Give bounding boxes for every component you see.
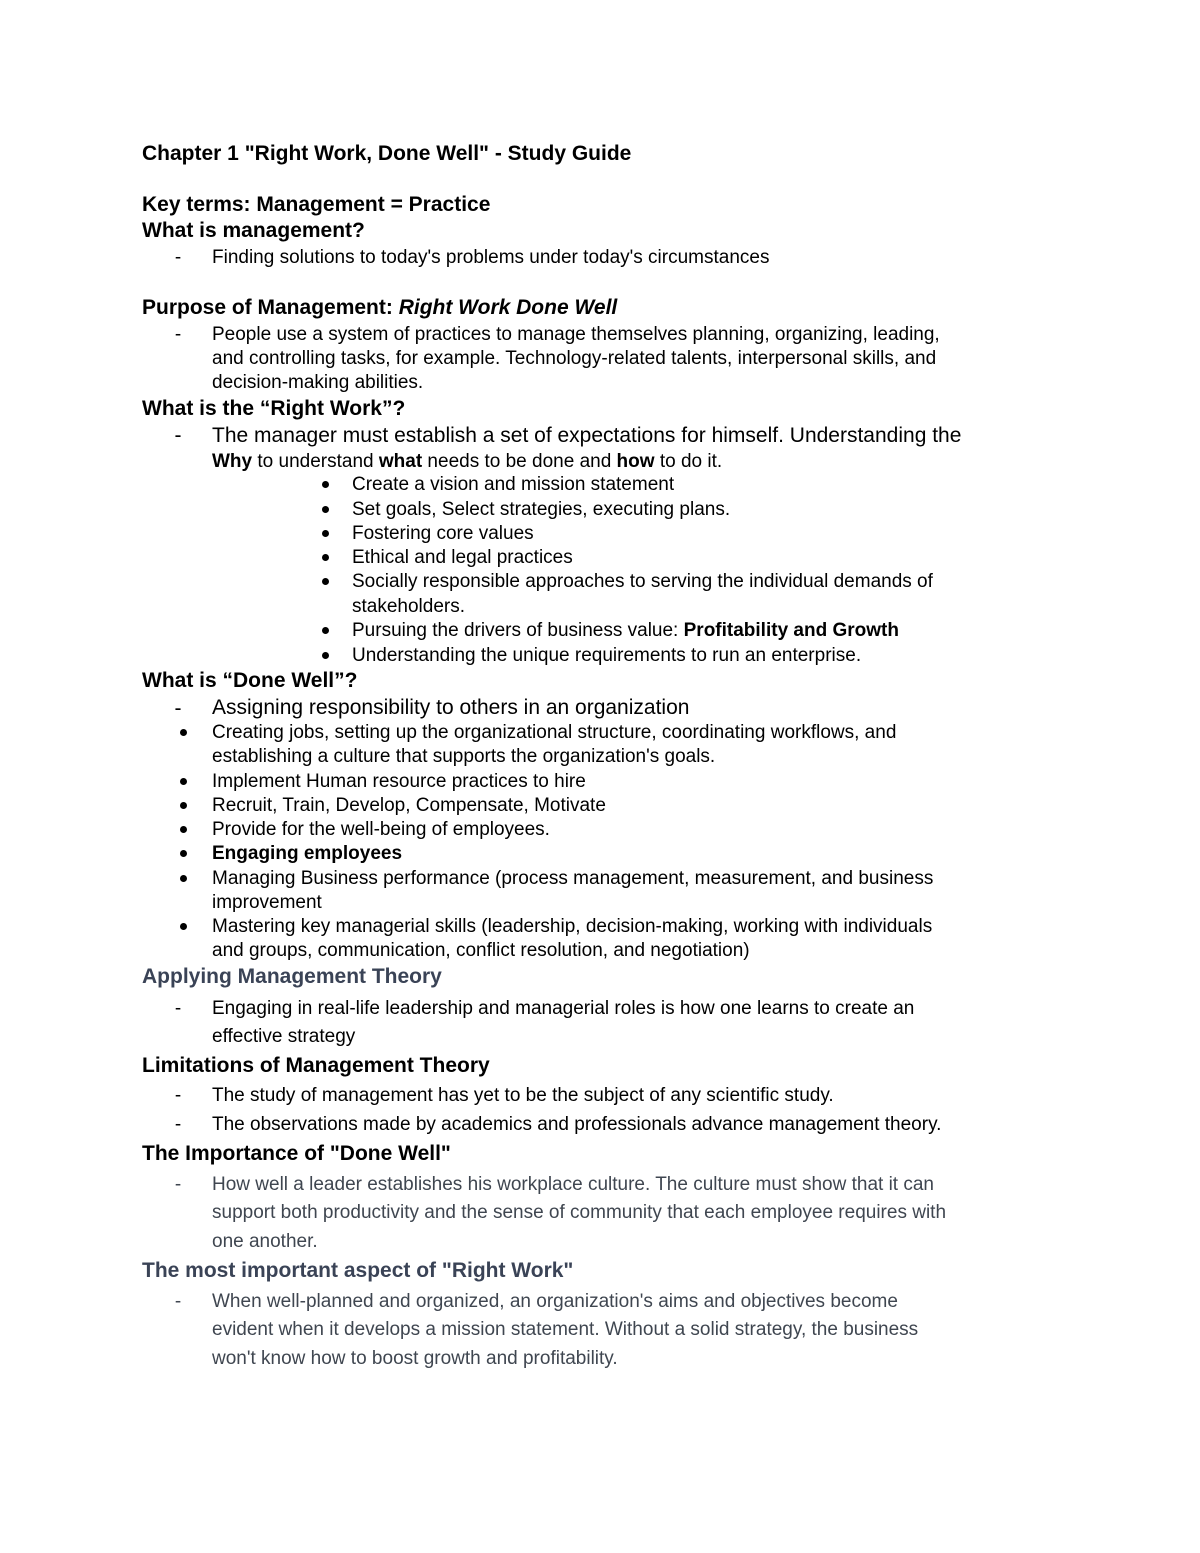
- list-item-continuation: decision-making abilities.: [212, 372, 424, 393]
- list-item: - When well-planned and organized, an organization's aims and objectives become: [142, 1287, 898, 1316]
- most-important-heading: The most important aspect of "Right Work": [142, 1259, 574, 1282]
- bullet-item: Implement Human resource practices to hire: [142, 770, 586, 794]
- bullet-item: Socially responsible approaches to serving the individual demands of: [282, 570, 933, 594]
- bullet-item: Mastering key managerial skills (leadership, decision-making, working with individuals: [142, 915, 932, 939]
- bullet-item: Engaging employees: [142, 842, 402, 866]
- dash-marker: -: [174, 324, 182, 345]
- bullet-item-continuation: and groups, communication, conflict resolution, and negotiation): [212, 940, 750, 961]
- limitations-heading: Limitations of Management Theory: [142, 1054, 490, 1077]
- bullet-marker: [180, 826, 187, 833]
- list-item: - People use a system of practices to manage themselves planning, organizing, leading,: [142, 323, 940, 347]
- bullet-marker: [180, 850, 187, 857]
- bullet-marker: [180, 875, 187, 882]
- bullet-marker: [322, 481, 329, 488]
- dash-marker: -: [174, 1085, 182, 1106]
- bullet-marker: [322, 530, 329, 537]
- list-item-continuation: Why to understand what needs to be done and how to do it.: [212, 451, 723, 472]
- document-title: Chapter 1 "Right Work, Done Well" - Study Guide: [142, 142, 632, 165]
- bullet-marker: [180, 923, 187, 930]
- bullet-item: Set goals, Select strategies, executing plans.: [282, 498, 730, 522]
- bullet-item-continuation: improvement: [212, 892, 322, 913]
- bullet-item-continuation: stakeholders.: [352, 596, 466, 617]
- dash-marker: -: [174, 1114, 182, 1135]
- bullet-marker: [322, 506, 329, 513]
- list-item-continuation: evident when it develops a mission statement. Without a solid strategy, the business: [212, 1319, 919, 1340]
- bullet-item: Provide for the well-being of employees.: [142, 818, 550, 842]
- list-item-continuation: one another.: [212, 1231, 318, 1252]
- dash-marker: -: [174, 697, 182, 720]
- bullet-item: Creating jobs, setting up the organizational structure, coordinating workflows, and: [142, 721, 896, 745]
- list-item-continuation: won't know how to boost growth and profitability.: [212, 1348, 618, 1369]
- applying-heading: Applying Management Theory: [142, 965, 442, 988]
- bullet-item: Ethical and legal practices: [282, 546, 573, 570]
- done-well-heading: What is “Done Well”?: [142, 669, 358, 692]
- dash-marker: -: [174, 1174, 182, 1195]
- list-item-continuation: effective strategy: [212, 1026, 356, 1047]
- bullet-item: Recruit, Train, Develop, Compensate, Motivate: [142, 794, 606, 818]
- list-item: - The study of management has yet to be the subject of any scientific study.: [142, 1081, 834, 1110]
- list-item-continuation: and controlling tasks, for example. Technology-related talents, interpersonal skills, and: [212, 348, 937, 369]
- importance-heading: The Importance of "Done Well": [142, 1142, 451, 1165]
- list-item: - How well a leader establishes his workplace culture. The culture must show that it can: [142, 1170, 934, 1199]
- bullet-marker: [180, 802, 187, 809]
- bullet-marker: [322, 554, 329, 561]
- list-item-continuation: support both productivity and the sense of community that each employee requires with: [212, 1202, 947, 1223]
- key-terms-heading: Key terms: Management = Practice: [142, 193, 491, 216]
- bullet-item: Managing Business performance (process management, measurement, and business: [142, 867, 933, 891]
- list-item: - Finding solutions to today's problems under today's circumstances: [142, 246, 769, 270]
- what-is-management-heading: What is management?: [142, 219, 365, 242]
- bullet-marker: [322, 627, 329, 634]
- bullet-marker: [322, 652, 329, 659]
- bullet-item: Pursuing the drivers of business value: Profitability and Growth: [282, 619, 899, 643]
- bullet-marker: [180, 729, 187, 736]
- list-item: - Assigning responsibility to others in an organization: [142, 695, 689, 721]
- list-item: - The observations made by academics and professionals advance management theory.: [142, 1110, 941, 1139]
- list-item: - The manager must establish a set of expectations for himself. Understanding the: [142, 424, 961, 449]
- bullet-item-continuation: establishing a culture that supports the organization's goals.: [212, 746, 716, 767]
- bullet-item: Understanding the unique requirements to run an enterprise.: [282, 644, 861, 668]
- purpose-heading: Purpose of Management: Right Work Done Well: [142, 296, 618, 319]
- bullet-marker: [322, 578, 329, 585]
- bullet-marker: [180, 778, 187, 785]
- bullet-item: Fostering core values: [282, 522, 534, 546]
- dash-marker: -: [174, 247, 182, 268]
- dash-marker: -: [174, 1291, 182, 1312]
- bullet-item: Create a vision and mission statement: [282, 473, 674, 497]
- right-work-heading: What is the “Right Work”?: [142, 397, 406, 420]
- dash-marker: -: [174, 998, 182, 1019]
- list-item: - Engaging in real-life leadership and managerial roles is how one learns to create an: [142, 994, 914, 1023]
- dash-marker: -: [174, 424, 182, 447]
